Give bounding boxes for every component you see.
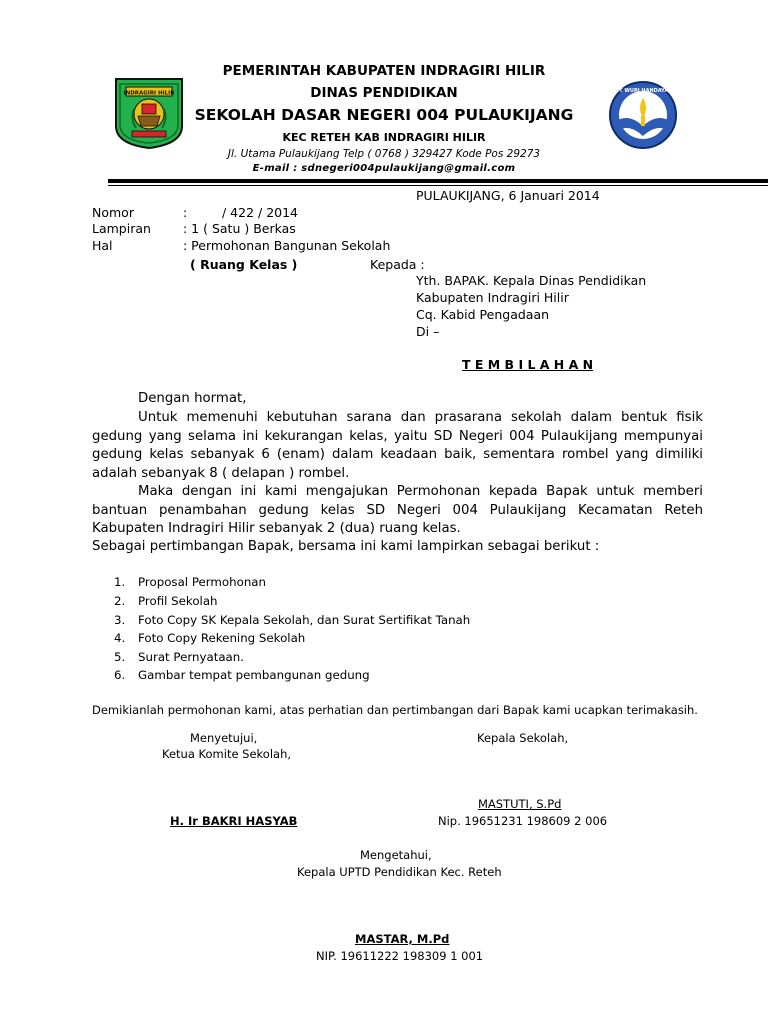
salutation: Dengan hormat,	[138, 391, 247, 406]
crest-banner-text: INDRAGIRI HILIR	[123, 90, 175, 97]
list-item: Profil Sekolah	[138, 594, 218, 608]
recipient-line-3: Cq. Kabid Pengadaan	[416, 307, 550, 322]
lampiran-label: Lampiran	[92, 221, 151, 236]
list-item: Gambar tempat pembangunan gedung	[138, 668, 370, 682]
tutwuri-ring-text: TUT WURI HANDAYANI	[611, 88, 675, 94]
recipient-kepada: Kepada :	[370, 257, 425, 272]
right-signer-title: Kepala Sekolah,	[477, 731, 569, 745]
recipient-line-4: Di –	[416, 324, 440, 339]
left-signer-name: H. Ir BAKRI HASYAB	[170, 814, 298, 828]
header-department: DINAS PENDIDIKAN	[310, 85, 458, 101]
header-email: E-mail : sdnegeri004pulaukijang@gmail.com	[252, 163, 516, 174]
list-item-number: 4.	[114, 631, 126, 645]
list-item-number: 5.	[114, 650, 126, 664]
recipient-city: T E M B I L A H A N	[462, 357, 594, 372]
list-item-number: 3.	[114, 613, 126, 627]
bottom-signer-title-1: Mengetahui,	[360, 848, 432, 862]
list-item: Foto Copy SK Kepala Sekolah, dan Surat Sertifikat Tanah	[138, 613, 471, 627]
lampiran-value: : 1 ( Satu ) Berkas	[183, 221, 296, 236]
paragraph-2-text: Maka dengan ini kami mengajukan Permohonan kepada Bapak untuk memberi bantuan penambahan gedung kelas SD Negeri 004 Pulaukijang Kecamatan Reteh Kabupaten Indragiri Hilir sebanyak 2 (dua) ruang kelas.	[92, 484, 703, 537]
list-item: Foto Copy Rekening Sekolah	[138, 631, 306, 645]
list-item-number: 6.	[114, 668, 126, 682]
nomor-label: Nomor	[92, 205, 134, 220]
hal-label: Hal	[92, 238, 113, 253]
nomor-separator: :	[183, 205, 188, 220]
header-rule-thick	[108, 179, 768, 183]
bottom-signer-nip: NIP. 19611222 198309 1 001	[316, 949, 484, 963]
list-item-number: 2.	[114, 594, 126, 608]
paragraph-2	[92, 483, 703, 539]
left-signer-title-2: Ketua Komite Sekolah,	[162, 747, 292, 761]
bottom-signer-title-2: Kepala UPTD Pendidikan Kec. Reteh	[297, 865, 502, 879]
list-item-number: 1.	[114, 575, 126, 589]
hal-value-secondary: ( Ruang Kelas )	[190, 257, 298, 272]
recipient-line-2: Kabupaten Indragiri Hilir	[416, 290, 569, 305]
bottom-signer-name: MASTAR, M.Pd	[355, 932, 450, 946]
right-signer-nip: Nip. 19651231 198609 2 006	[438, 814, 608, 828]
right-signer-name: MASTUTI, S.Pd	[478, 797, 562, 811]
hal-value: : Permohonan Bangunan Sekolah	[183, 238, 391, 253]
left-signer-title-1: Menyetujui,	[190, 731, 258, 745]
nomor-value: / 422 / 2014	[222, 205, 299, 220]
header-rule-thin	[108, 185, 768, 186]
closing-sentence: Demikianlah permohonan kami, atas perhatian dan pertimbangan dari Bapak kami ucapkan terimakasih.	[92, 703, 698, 717]
place-date: PULAUKIJANG, 6 Januari 2014	[416, 188, 600, 203]
header-government: PEMERINTAH KABUPATEN INDRAGIRI HILIR	[222, 63, 546, 79]
header-address: Jl. Utama Pulaukijang Telp ( 0768 ) 329427 Kode Pos 29273	[227, 148, 541, 160]
header-district: KEC RETEH KAB INDRAGIRI HILIR	[282, 131, 486, 144]
list-item: Surat Pernyataan.	[138, 650, 245, 664]
paragraph-1-text: Untuk memenuhi kebutuhan sarana dan prasarana sekolah dalam bentuk fisik gedung yang selama ini kekurangan kelas, yaitu SD Negeri 004 Pulaukijang mempunyai gedung kelas sebanyak 6 (enam) dalam keadaan baik, sementara rombel yang dimiliki adalah sebanyak 8 ( delapan ) rombel.	[92, 410, 703, 481]
paragraph-3: Sebagai pertimbangan Bapak, bersama ini kami lampirkan sebagai berikut :	[92, 539, 600, 554]
list-item: Proposal Permohonan	[138, 575, 267, 589]
recipient-line-1: Yth. BAPAK. Kepala Dinas Pendidikan	[416, 273, 647, 288]
header-school-name: SEKOLAH DASAR NEGERI 004 PULAUKIJANG	[194, 106, 574, 124]
paragraph-1	[92, 409, 703, 483]
